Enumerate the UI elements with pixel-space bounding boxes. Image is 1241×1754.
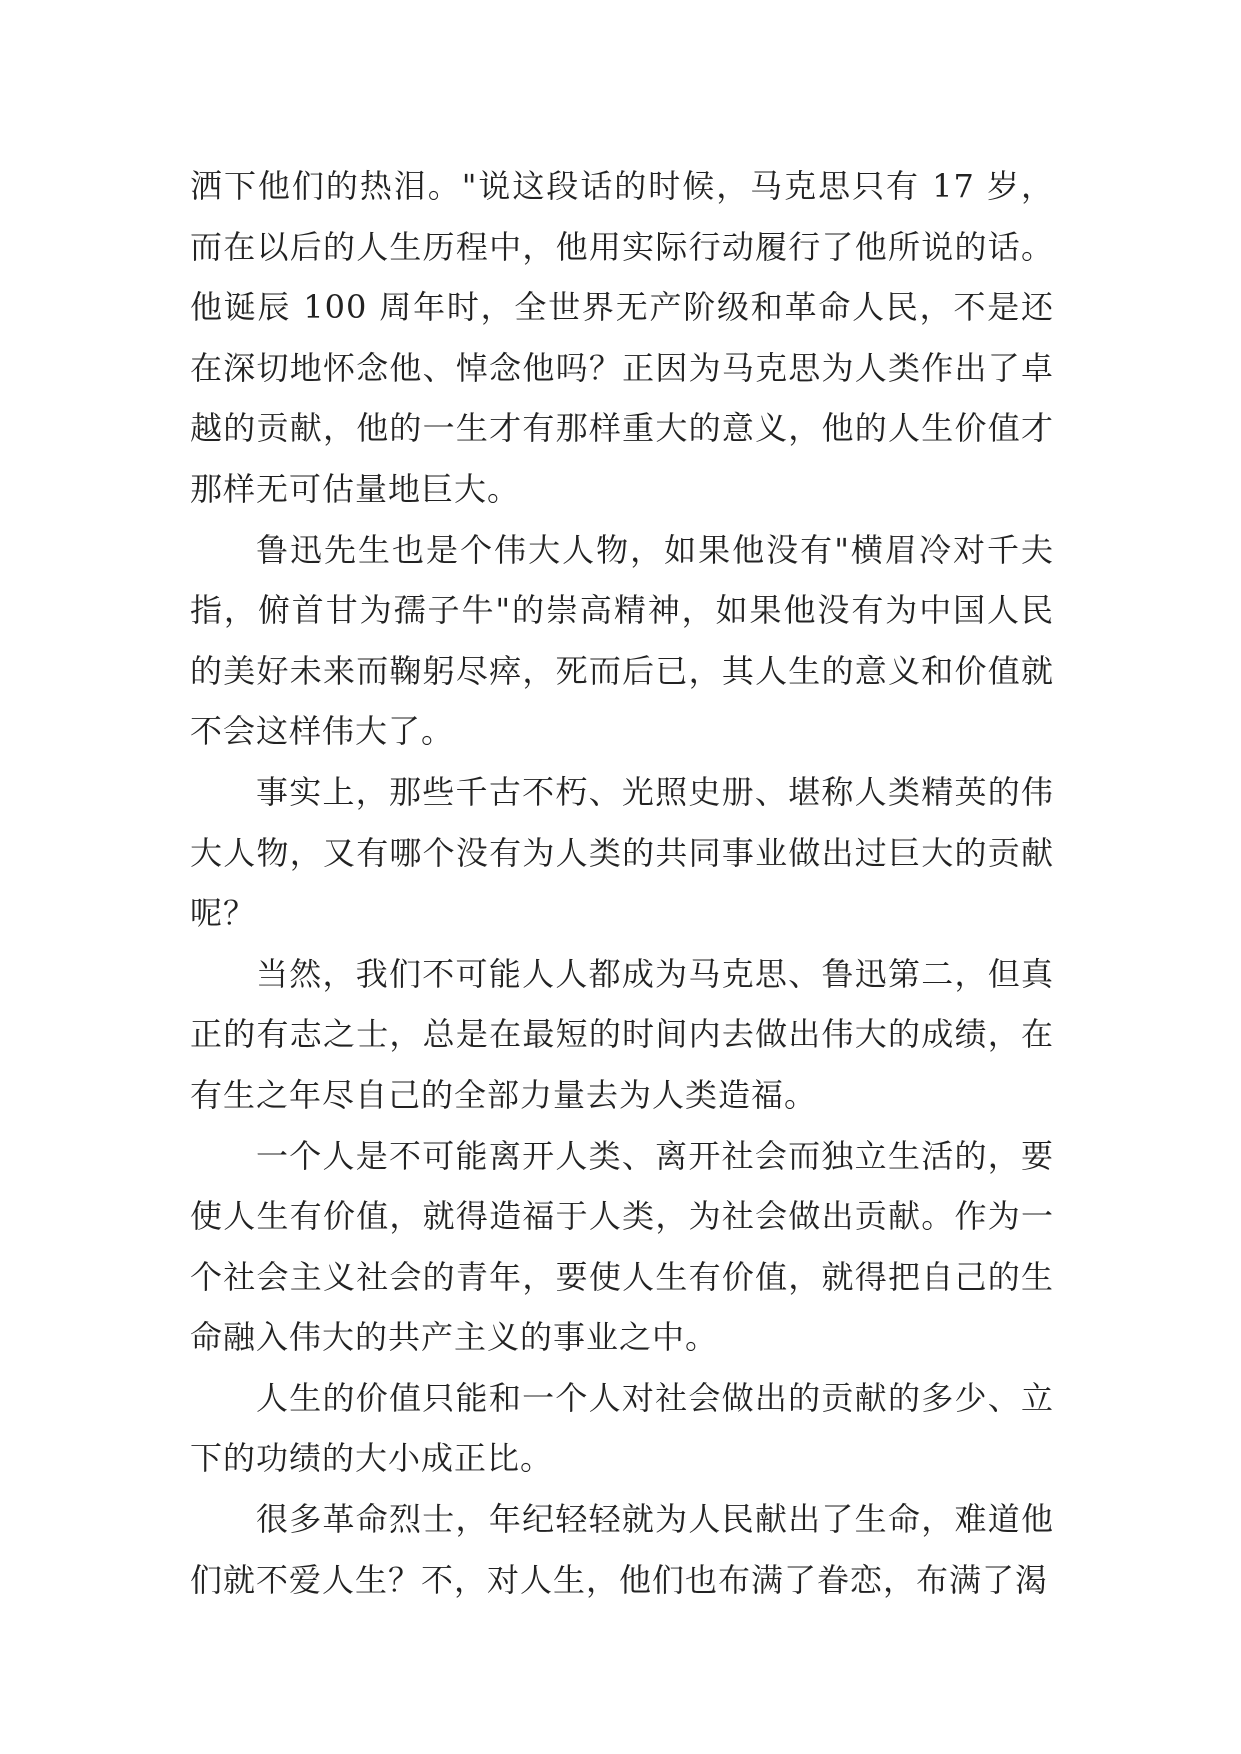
body-text	[190, 156, 1054, 1610]
paragraph: 人生的价值只能和一个人对社会做出的贡献的多少、立下的功绩的大小成正比。	[190, 1378, 1054, 1478]
paragraph: 很多革命烈士，年纪轻轻就为人民献出了生命，难道他们就不爱人生？不，对人生，他们也布满了眷恋，布满了渴	[190, 1500, 1054, 1599]
paragraph: 洒下他们的热泪。"说这段话的时候，马克思只有 17 岁，而在以后的人生历程中，他用实际行动履行了他所说的话。他诞辰 100 周年时，全世界无产阶级和革命人民，不是还在深切地怀念他、悼念他吗？正因为马克思为人类作出了卓越的贡献，他的一生才有那样重大的意义，他的人生价值才那样无可估量地巨大。	[190, 167, 1054, 508]
paragraph: 一个人是不可能离开人类、离开社会而独立生活的，要使人生有价值，就得造福于人类，为社会做出贡献。作为一个社会主义社会的青年，要使人生有价值，就得把自己的生命融入伟大的共产主义的事业之中。	[190, 1136, 1054, 1357]
paragraph: 事实上，那些千古不朽、光照史册、堪称人类精英的伟大人物，又有哪个没有为人类的共同事业做出过巨大的贡献呢？	[190, 772, 1054, 933]
paragraph: 当然，我们不可能人人都成为马克思、鲁迅第二，但真正的有志之士，总是在最短的时间内去做出伟大的成绩，在有生之年尽自己的全部力量去为人类造福。	[190, 954, 1054, 1114]
paragraph: 鲁迅先生也是个伟大人物，如果他没有"横眉冷对千夫指，俯首甘为孺子牛"的崇高精神，如果他没有为中国人民的美好未来而鞠躬尽瘁，死而后已，其人生的意义和价值就不会这样伟大了。	[190, 530, 1054, 751]
